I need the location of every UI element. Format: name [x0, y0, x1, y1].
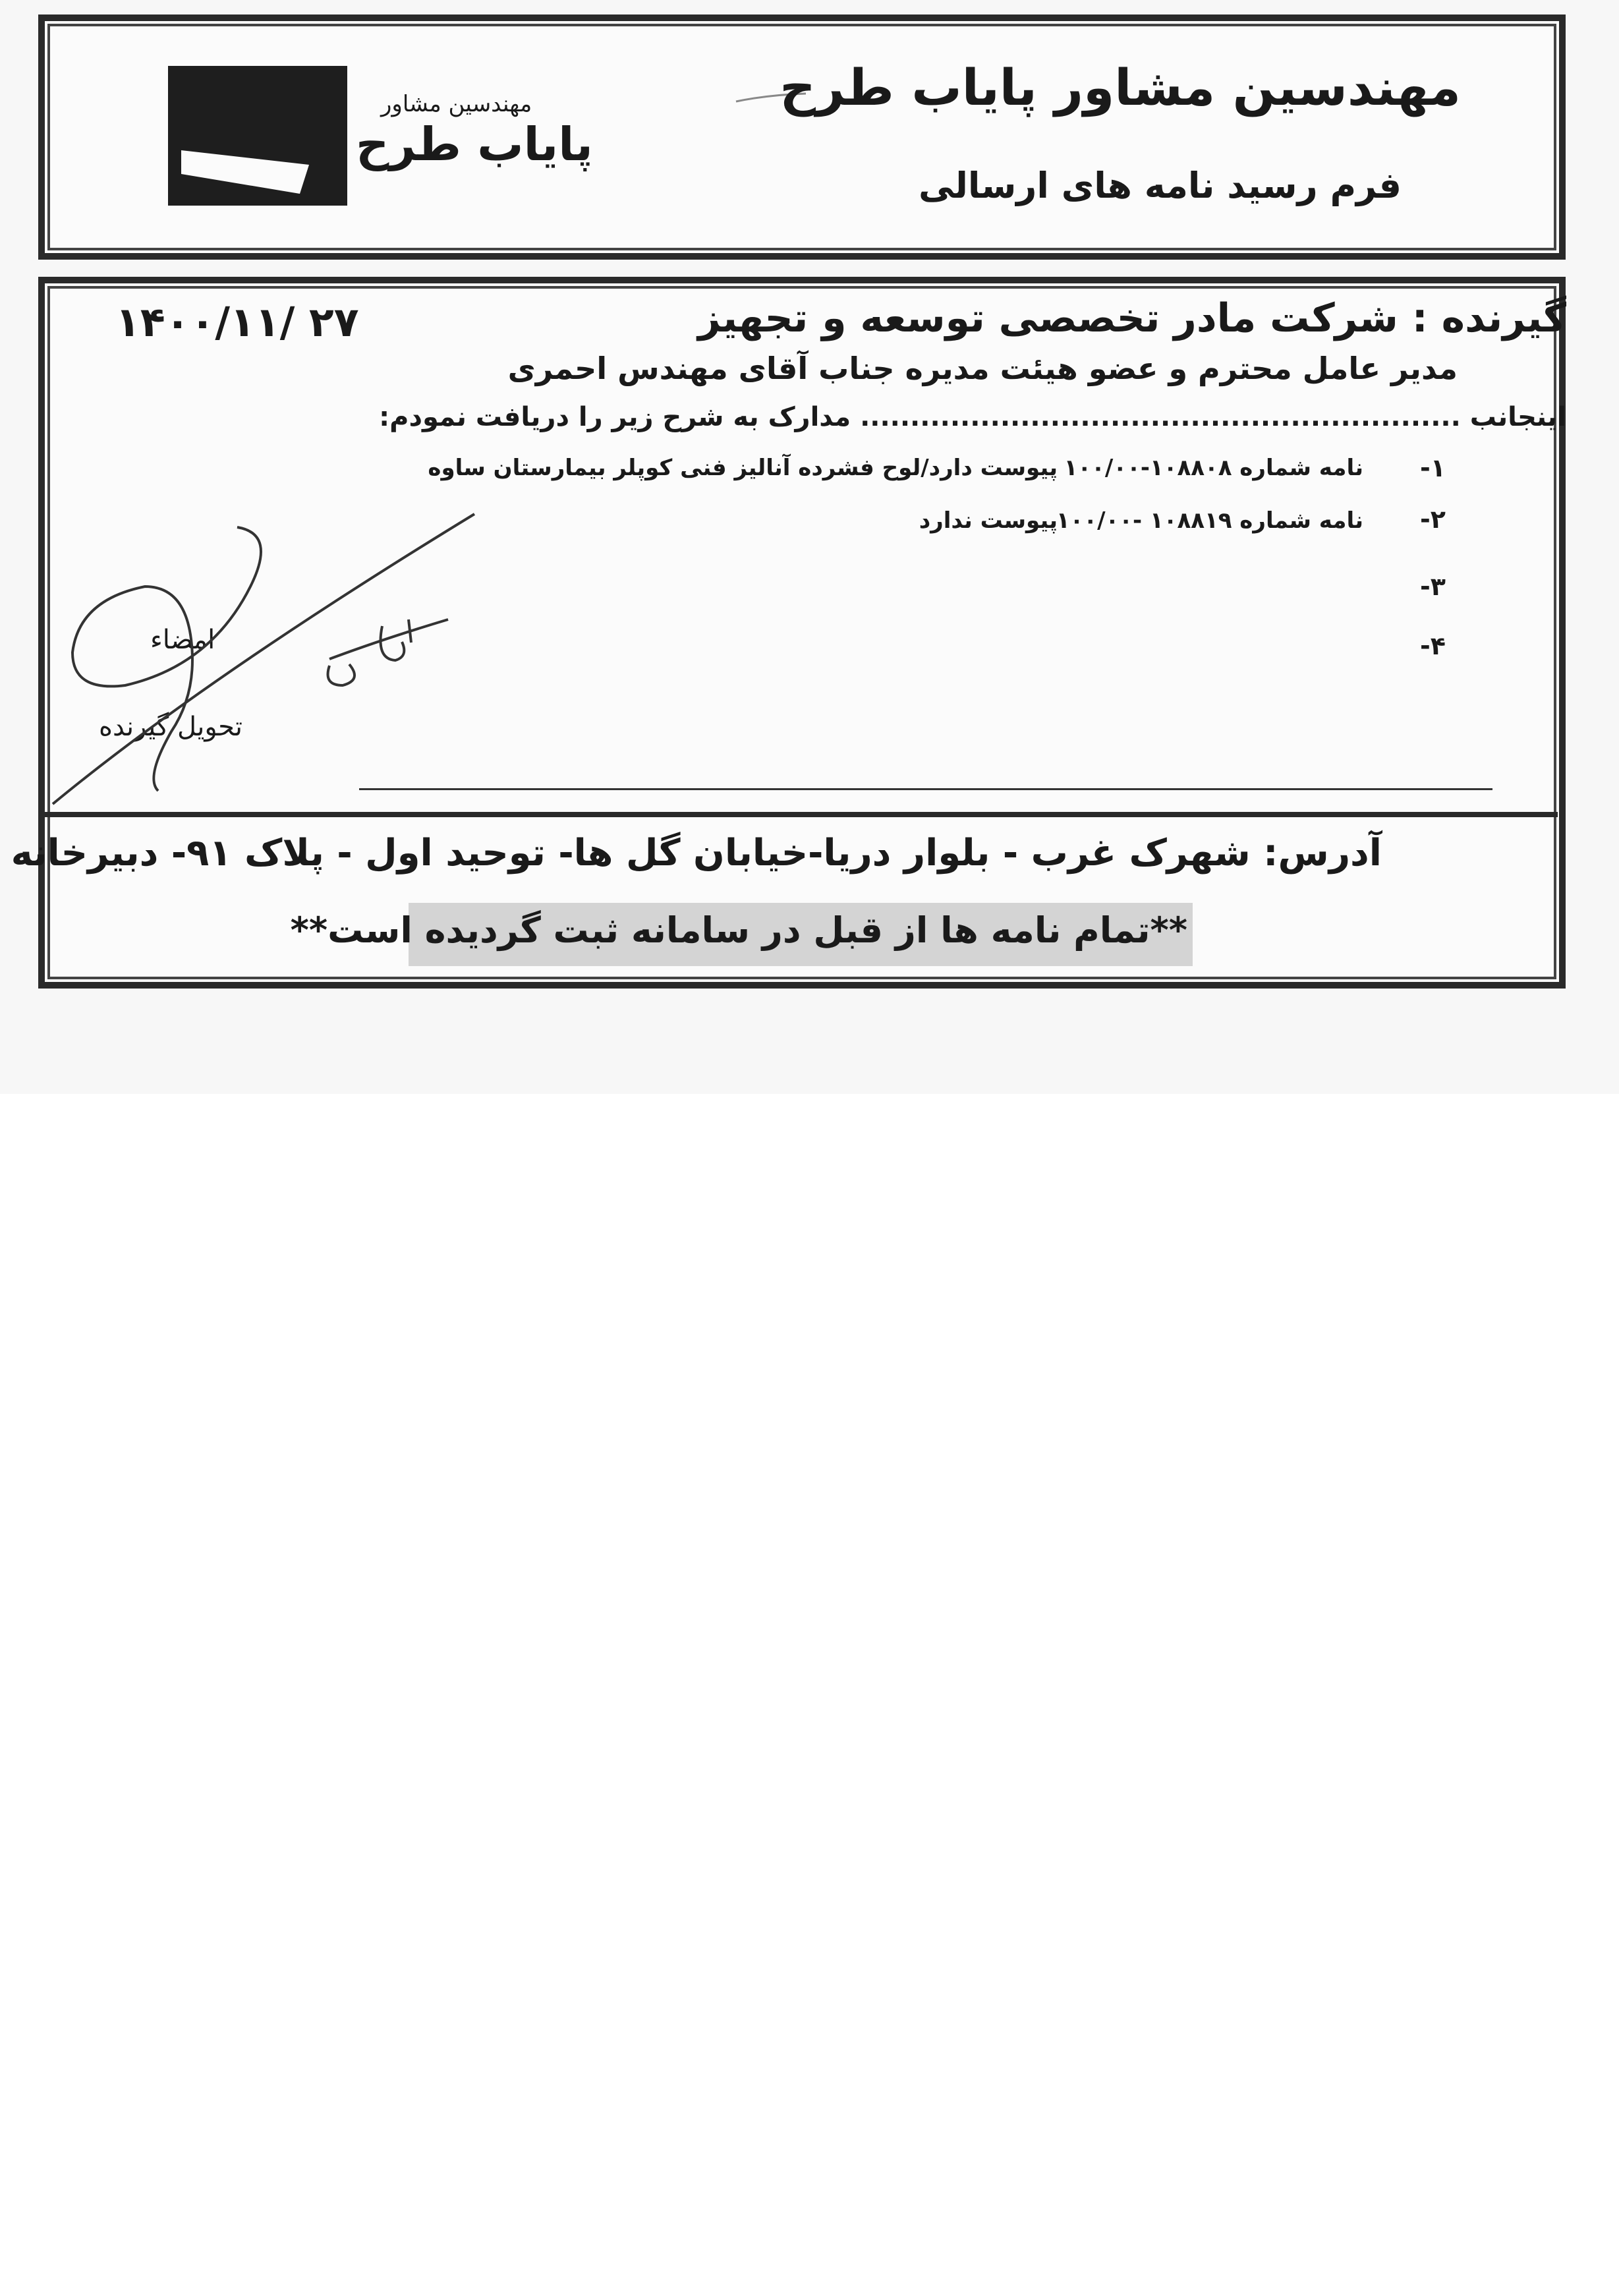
recipient-line: گیرنده : شرکت مادر تخصصی توسعه و تجهیز [698, 295, 1566, 341]
intro-line: اینجانب ............................................................ مدارک به شرح زیر را دریافت نمودم: [379, 402, 1566, 432]
separator-line [359, 788, 1492, 790]
item-number: ۴- [1420, 631, 1446, 660]
registration-note: **تمام نامه ها از قبل در سامانه ثبت گردیده است** [290, 909, 1187, 951]
company-logo-mark [168, 66, 347, 206]
logo-small-text: مهندسین مشاور [381, 91, 532, 117]
item-number: ۱- [1420, 453, 1446, 482]
form-title: فرم رسید نامه های ارسالی [919, 165, 1402, 206]
address-line: آدرس: شهرک غرب - بلوار دریا-خیابان گل ها- توحید اول - پلاک ۹۱- دبیرخانه [11, 832, 1382, 875]
item-attachment: پیوست ندارد [919, 507, 1058, 534]
signature-label: امضاء [150, 625, 215, 655]
item-attachment: پیوست دارد/لوح فشرده آنالیز فنی کوپلر بیمارستان ساوه [428, 455, 1058, 481]
footer-divider [45, 812, 1558, 817]
item-letter-number: نامه شماره ۱۰۸۸۰۸-۱۰۰/۰۰ [1064, 455, 1363, 481]
item-number: ۲- [1420, 505, 1446, 534]
recipient-label: تحویل گیرنده [99, 712, 243, 742]
item-letter-number: نامه شماره ۱۰۸۸۱۹ -۱۰۰/۰۰ [1056, 507, 1363, 534]
logo-big-text: پایاب طرح [356, 117, 593, 171]
addressee-line: مدیر عامل محترم و عضو هیئت مدیره جناب آقای مهندس احمری [507, 351, 1458, 386]
item-number: ۳- [1420, 572, 1446, 601]
company-title: مهندسین مشاور پایاب طرح [780, 58, 1461, 117]
handwritten-signature [40, 507, 488, 817]
receipt-date: ۱۴۰۰/۱۱/ ۲۷ [115, 298, 359, 346]
